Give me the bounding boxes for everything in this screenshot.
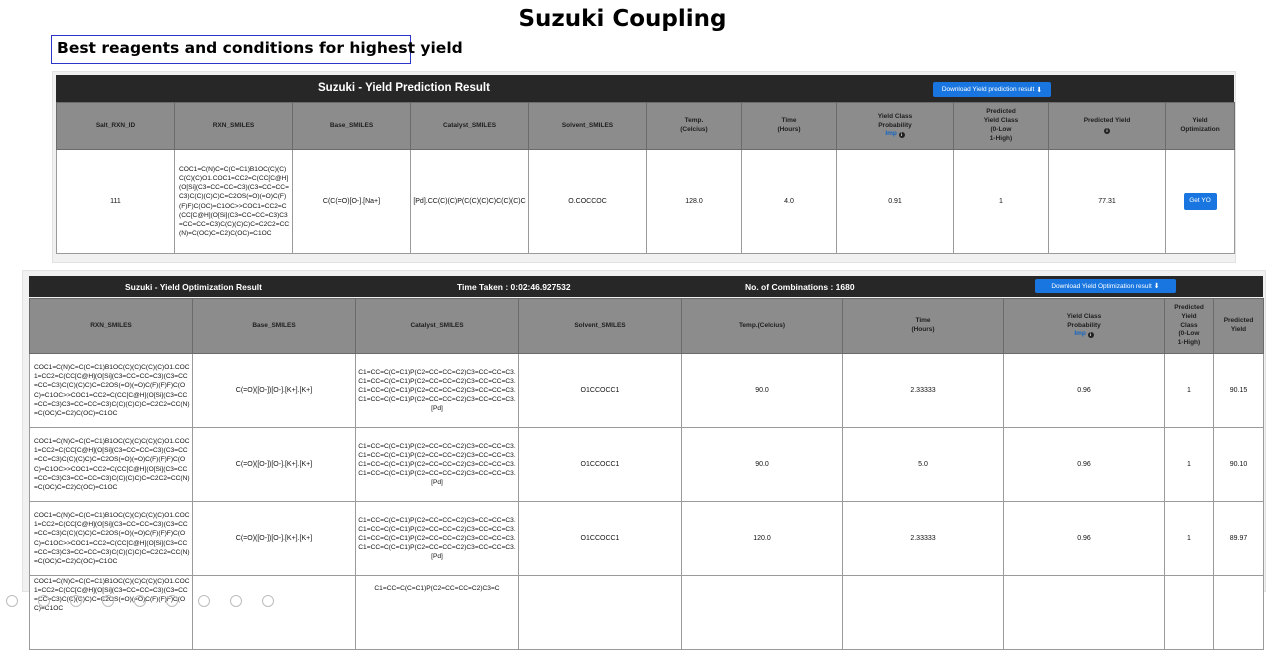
cell-temp: 90.0 xyxy=(682,428,843,502)
page-dot[interactable] xyxy=(262,595,274,607)
cell-probability xyxy=(1004,576,1165,650)
imp-link[interactable]: Imp xyxy=(1074,330,1086,338)
cell-solvent: O1CCOCC1 xyxy=(519,502,682,576)
yield-class-prob-label: Yield Class Probability xyxy=(877,112,913,129)
cell-time: 5.0 xyxy=(843,428,1004,502)
cell-base xyxy=(193,576,356,650)
page-dot[interactable] xyxy=(38,595,50,607)
time-taken: Time Taken : 0:02:46.927532 xyxy=(457,282,571,292)
prediction-table xyxy=(56,102,1235,254)
cell-predicted-yield: 90.15 xyxy=(1214,354,1264,428)
download-icon: ⬇ xyxy=(1153,283,1160,290)
col-predicted-yield-class: Predicted Yield Class (0-Low 1-High) xyxy=(954,103,1049,150)
cell-catalyst: [Pd].CC(C)(C)P(C(C)(C)C)C(C)(C)C xyxy=(411,150,529,254)
yield-optimization-panel xyxy=(22,270,1266,613)
col-time: Time (Hours) xyxy=(742,103,837,150)
download-optimization-label: Download Yield Optimization result xyxy=(1051,282,1152,290)
cell-solvent xyxy=(519,576,682,650)
predicted-yield-label: Predicted Yield xyxy=(1083,117,1131,125)
page-dot[interactable] xyxy=(102,595,114,607)
cell-temp: 120.0 xyxy=(682,502,843,576)
cell-catalyst: C1=CC=C(C=C1)P(C2=CC=CC=C2)C3=CC=CC=C3.C1=CC=C(C=C1)P(C2=CC=CC=C2)C3=CC=CC=C3.C1=CC=C(C=C1)P(C2=CC=CC=C2)C3=CC=CC=C3.C1=CC=C(C=C1)P(C2=CC=CC=C2)C3=CC=CC=C3.[Pd] xyxy=(356,502,519,576)
cell-rxn-smiles: COC1=C(N)C=C(C=C1)B1OC(C)(C)C(C)(C)O1.COC1=CC2=C(CC[C@H](O[Si](C3=CC=CC=C3)(C3=CC=CC=C3)C(C)(C)C)C=C2OS(=O)(=O)C(F)(F)F)C(OC)=C1OC>>COC1=CC2=C(CC[C@H](O[Si](C3=CC=CC=C3)C3=CC=CC=C3)C(C)(C)C)C=C2C2=CC(N)=C(OC)C=C2)C(OC)=C1OC xyxy=(175,150,293,254)
col-yield-optimization: Yield Optimization xyxy=(1166,103,1235,150)
col-catalyst-smiles: Catalyst_SMILES xyxy=(411,103,529,150)
cell-probability: 0.91 xyxy=(837,150,954,254)
cell-probability: 0.96 xyxy=(1004,354,1165,428)
table-row xyxy=(30,428,1264,502)
info-icon: i xyxy=(1104,128,1110,134)
cell-rxn-smiles: COC1=C(N)C=C(C=C1)B1OC(C)(C)C(C)(C)O1.COC1=CC2=C(CC[C@H](O[Si](C3=CC=CC=C3)(C3=CC=CC=C3)C(C)(C)C)C=C2OS(=O)(=O)C(F)(F)F)C(OC)=C1OC xyxy=(30,576,193,650)
cell-predicted-class: 1 xyxy=(1165,354,1214,428)
yield-prediction-panel xyxy=(52,71,1236,263)
optimization-header-row xyxy=(30,299,1264,354)
page-dot[interactable] xyxy=(6,595,18,607)
cell-base: C(=O)([O-])[O-].[K+].[K+] xyxy=(193,502,356,576)
cell-probability: 0.96 xyxy=(1004,502,1165,576)
col-rxn-smiles: RXN_SMILES xyxy=(30,299,193,354)
cell-base: C(=O)([O-])[O-].[K+].[K+] xyxy=(193,428,356,502)
cell-temp: 128.0 xyxy=(647,150,742,254)
col-temp: Temp. (Celcius) xyxy=(647,103,742,150)
cell-predicted-yield: 90.10 xyxy=(1214,428,1264,502)
page-subtitle: Best reagents and conditions for highest yield xyxy=(51,35,411,64)
cell-rxn-smiles: COC1=C(N)C=C(C=C1)B1OC(C)(C)C(C)(C)O1.COC1=CC2=C(CC[C@H](O[Si](C3=CC=CC=C3)(C3=CC=CC=C3)C(C)(C)C)C=C2OS(=O)(=O)C(F)(F)F)C(OC)=C1OC>>COC1=CC2=C(CC[C@H](O[Si](C3=CC=CC=C3)C3=CC=CC=C3)C(C)(C)C)C=C2C2=CC(N)=C(OC)C=C2)C(OC)=C1OC xyxy=(30,428,193,502)
pagination-dots xyxy=(0,594,300,602)
col-predicted-yield-class: Predicted Yield Class (0-Low 1-High) xyxy=(1165,299,1214,354)
cell-predicted-class: 1 xyxy=(954,150,1049,254)
cell-predicted-yield xyxy=(1214,576,1264,650)
col-predicted-yield xyxy=(1049,103,1166,150)
download-optimization-button[interactable] xyxy=(1035,279,1176,293)
cell-base: C(C(=O)[O-].[Na+] xyxy=(293,150,411,254)
col-base-smiles: Base_SMILES xyxy=(193,299,356,354)
table-row xyxy=(30,576,1264,650)
col-predicted-yield: Predicted Yield xyxy=(1214,299,1264,354)
col-base-smiles: Base_SMILES xyxy=(293,103,411,150)
cell-solvent: O1CCOCC1 xyxy=(519,354,682,428)
cell-catalyst: C1=CC=C(C=C1)P(C2=CC=CC=C2)C3=CC=CC=C3.C1=CC=C(C=C1)P(C2=CC=CC=C2)C3=CC=CC=C3.C1=CC=C(C=C1)P(C2=CC=CC=C2)C3=CC=CC=C3.C1=CC=C(C=C1)P(C2=CC=CC=C2)C3=CC=CC=C3.[Pd] xyxy=(356,354,519,428)
prediction-header-bar xyxy=(56,75,1234,102)
optimization-title: Suzuki - Yield Optimization Result xyxy=(125,282,262,292)
col-yield-class-prob xyxy=(1004,299,1165,354)
cell-catalyst: C1=CC=C(C=C1)P(C2=CC=CC=C2)C3=C xyxy=(356,576,519,650)
cell-predicted-yield: 89.97 xyxy=(1214,502,1264,576)
page-dot[interactable] xyxy=(134,595,146,607)
yield-class-prob-label: Yield Class Probability xyxy=(1066,312,1102,329)
optimization-header-bar xyxy=(29,276,1263,297)
cell-catalyst: C1=CC=C(C=C1)P(C2=CC=CC=C2)C3=CC=CC=C3.C1=CC=C(C=C1)P(C2=CC=CC=C2)C3=CC=CC=C3.C1=CC=C(C=C1)P(C2=CC=CC=C2)C3=CC=CC=C3.C1=CC=C(C=C1)P(C2=CC=CC=C2)C3=CC=CC=C3.[Pd] xyxy=(356,428,519,502)
table-row xyxy=(57,150,1235,254)
page-title: Suzuki Coupling xyxy=(518,6,727,32)
cell-rxn-smiles: COC1=C(N)C=C(C=C1)B1OC(C)(C)C(C)(C)O1.COC1=CC2=C(CC[C@H](O[Si](C3=CC=CC=C3)(C3=CC=CC=C3)C(C)(C)C)C=C2OS(=O)(=O)C(F)(F)F)C(OC)=C1OC>>COC1=CC2=C(CC[C@H](O[Si](C3=CC=CC=C3)C3=CC=CC=C3)C(C)(C)C)C=C2C2=CC(N)=C(OC)C=C2)C(OC)=C1OC xyxy=(30,354,193,428)
cell-predicted-class xyxy=(1165,576,1214,650)
page-dot[interactable] xyxy=(166,595,178,607)
info-icon: i xyxy=(899,132,905,138)
cell-yield-optimization xyxy=(1166,150,1235,254)
download-prediction-label: Download Yield prediction result xyxy=(941,86,1035,93)
cell-time: 2.33333 xyxy=(843,354,1004,428)
col-time: Time (Hours) xyxy=(843,299,1004,354)
page-dot[interactable] xyxy=(198,595,210,607)
col-yield-class-prob xyxy=(837,103,954,150)
download-prediction-button[interactable] xyxy=(933,82,1051,97)
cell-time xyxy=(843,576,1004,650)
col-salt-rxn-id: Salt_RXN_ID xyxy=(57,103,175,150)
cell-temp: 90.0 xyxy=(682,354,843,428)
get-yo-button[interactable]: Get YO xyxy=(1184,193,1217,210)
prediction-header-row xyxy=(57,103,1235,150)
col-catalyst-smiles: Catalyst_SMILES xyxy=(356,299,519,354)
page-dot[interactable] xyxy=(70,595,82,607)
prediction-title: Suzuki - Yield Prediction Result xyxy=(318,82,490,94)
cell-rxn-smiles: COC1=C(N)C=C(C=C1)B1OC(C)(C)C(C)(C)O1.COC1=CC2=C(CC[C@H](O[Si](C3=CC=CC=C3)(C3=CC=CC=C3)C(C)(C)C)C=C2OS(=O)(=O)C(F)(F)F)C(OC)=C1OC>>COC1=CC2=C(CC[C@H](O[Si](C3=CC=CC=C3)C3=CC=CC=C3)C(C)(C)C)C=C2C2=CC(N)=C(OC)C=C2)C(OC)=C1OC xyxy=(30,502,193,576)
cell-predicted-class: 1 xyxy=(1165,428,1214,502)
cell-solvent: O1CCOCC1 xyxy=(519,428,682,502)
cell-base: C(=O)([O-])[O-].[K+].[K+] xyxy=(193,354,356,428)
table-row xyxy=(30,502,1264,576)
imp-link[interactable]: Imp xyxy=(885,130,897,138)
cell-predicted-yield: 77.31 xyxy=(1049,150,1166,254)
cell-time: 4.0 xyxy=(742,150,837,254)
cell-temp xyxy=(682,576,843,650)
cell-time: 2.33333 xyxy=(843,502,1004,576)
cell-predicted-class: 1 xyxy=(1165,502,1214,576)
cell-solvent: O.COCCOC xyxy=(529,150,647,254)
table-row xyxy=(30,354,1264,428)
col-rxn-smiles: RXN_SMILES xyxy=(175,103,293,150)
info-icon: i xyxy=(1088,332,1094,338)
combinations-count: No. of Combinations : 1680 xyxy=(745,282,855,292)
page-dot[interactable] xyxy=(230,595,242,607)
download-icon: ⬇ xyxy=(1036,86,1043,94)
col-solvent-smiles: Solvent_SMILES xyxy=(529,103,647,150)
cell-probability: 0.96 xyxy=(1004,428,1165,502)
col-temp: Temp.(Celcius) xyxy=(682,299,843,354)
col-solvent-smiles: Solvent_SMILES xyxy=(519,299,682,354)
cell-salt-id: 111 xyxy=(57,150,175,254)
